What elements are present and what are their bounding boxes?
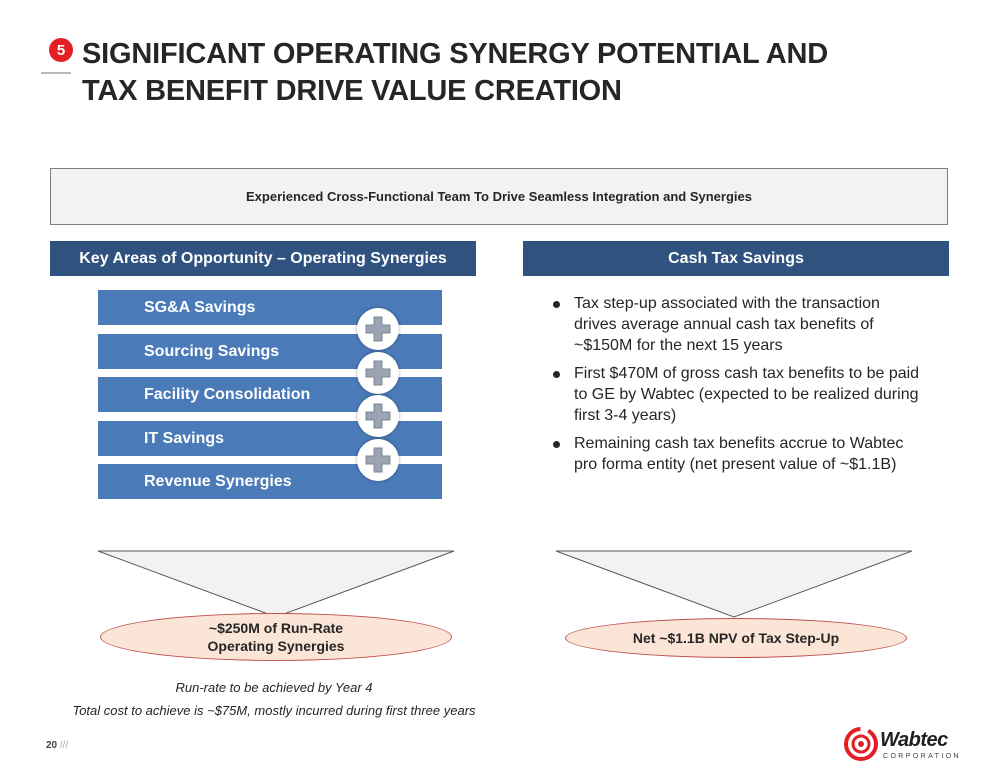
run-rate-note: Run-rate to be achieved by Year 4: [175, 680, 373, 695]
tax-step-up-outcome: Net ~$1.1B NPV of Tax Step-Up: [565, 618, 907, 658]
plus-icon: [357, 352, 399, 394]
synergy-item-revenue: Revenue Synergies: [98, 464, 442, 499]
bullet-text: First $470M of gross cash tax benefits to be paid to GE by Wabtec (expected to be realized during first 3-4 years): [574, 365, 920, 424]
synergy-item-facility: Facility Consolidation: [98, 377, 442, 412]
bullet-item: [552, 433, 922, 475]
plus-icon: [357, 395, 399, 437]
section-number-badge: 5: [49, 38, 73, 62]
synergy-item-it: IT Savings: [98, 421, 442, 456]
synergy-item-sga: SG&A Savings: [98, 290, 442, 325]
operating-synergies-outcome: [100, 613, 452, 661]
wabtec-logo-icon: [843, 726, 879, 762]
bullet-item: [552, 293, 922, 356]
left-funnel-arrow: [96, 549, 456, 619]
bullet-text: Remaining cash tax benefits accrue to Wabtec pro forma entity (net present value of ~$1.1B): [574, 435, 904, 473]
right-funnel-arrow: [554, 549, 914, 619]
outcome-line-1: ~$250M of Run-Rate: [208, 620, 344, 636]
logo-wordmark: Wabtec: [880, 729, 948, 751]
title-line-1: SIGNIFICANT OPERATING SYNERGY POTENTIAL AND: [82, 38, 828, 70]
bullet-dot-icon: [553, 371, 560, 378]
bullet-dot-icon: [553, 301, 560, 308]
outcome-line-2: Operating Synergies: [207, 638, 345, 654]
bullet-dot-icon: [553, 441, 560, 448]
integration-banner: Experienced Cross-Functional Team To Drive Seamless Integration and Synergies: [50, 168, 948, 225]
plus-icon: [357, 308, 399, 350]
cost-to-achieve-note: Total cost to achieve is ~$75M, mostly incurred during first three years: [72, 703, 476, 718]
cash-tax-savings-heading: Cash Tax Savings: [523, 241, 949, 276]
operating-synergies-heading: Key Areas of Opportunity – Operating Synergies: [50, 241, 476, 276]
title-rule: [41, 72, 71, 74]
page-title: [82, 36, 962, 110]
page-number: [46, 740, 68, 751]
synergy-item-sourcing: Sourcing Savings: [98, 334, 442, 369]
bullet-item: [552, 363, 922, 426]
page-number-suffix: ///: [59, 740, 69, 751]
bullet-text: Tax step-up associated with the transaction drives average annual cash tax benefits of ~$150M for the next 15 years: [574, 295, 880, 354]
logo-subtitle: CORPORATION: [883, 753, 961, 760]
page-number-value: 20: [46, 740, 58, 751]
plus-icon: [357, 439, 399, 481]
title-line-2: TAX BENEFIT DRIVE VALUE CREATION: [82, 75, 622, 107]
tax-savings-bullets: [552, 293, 922, 482]
